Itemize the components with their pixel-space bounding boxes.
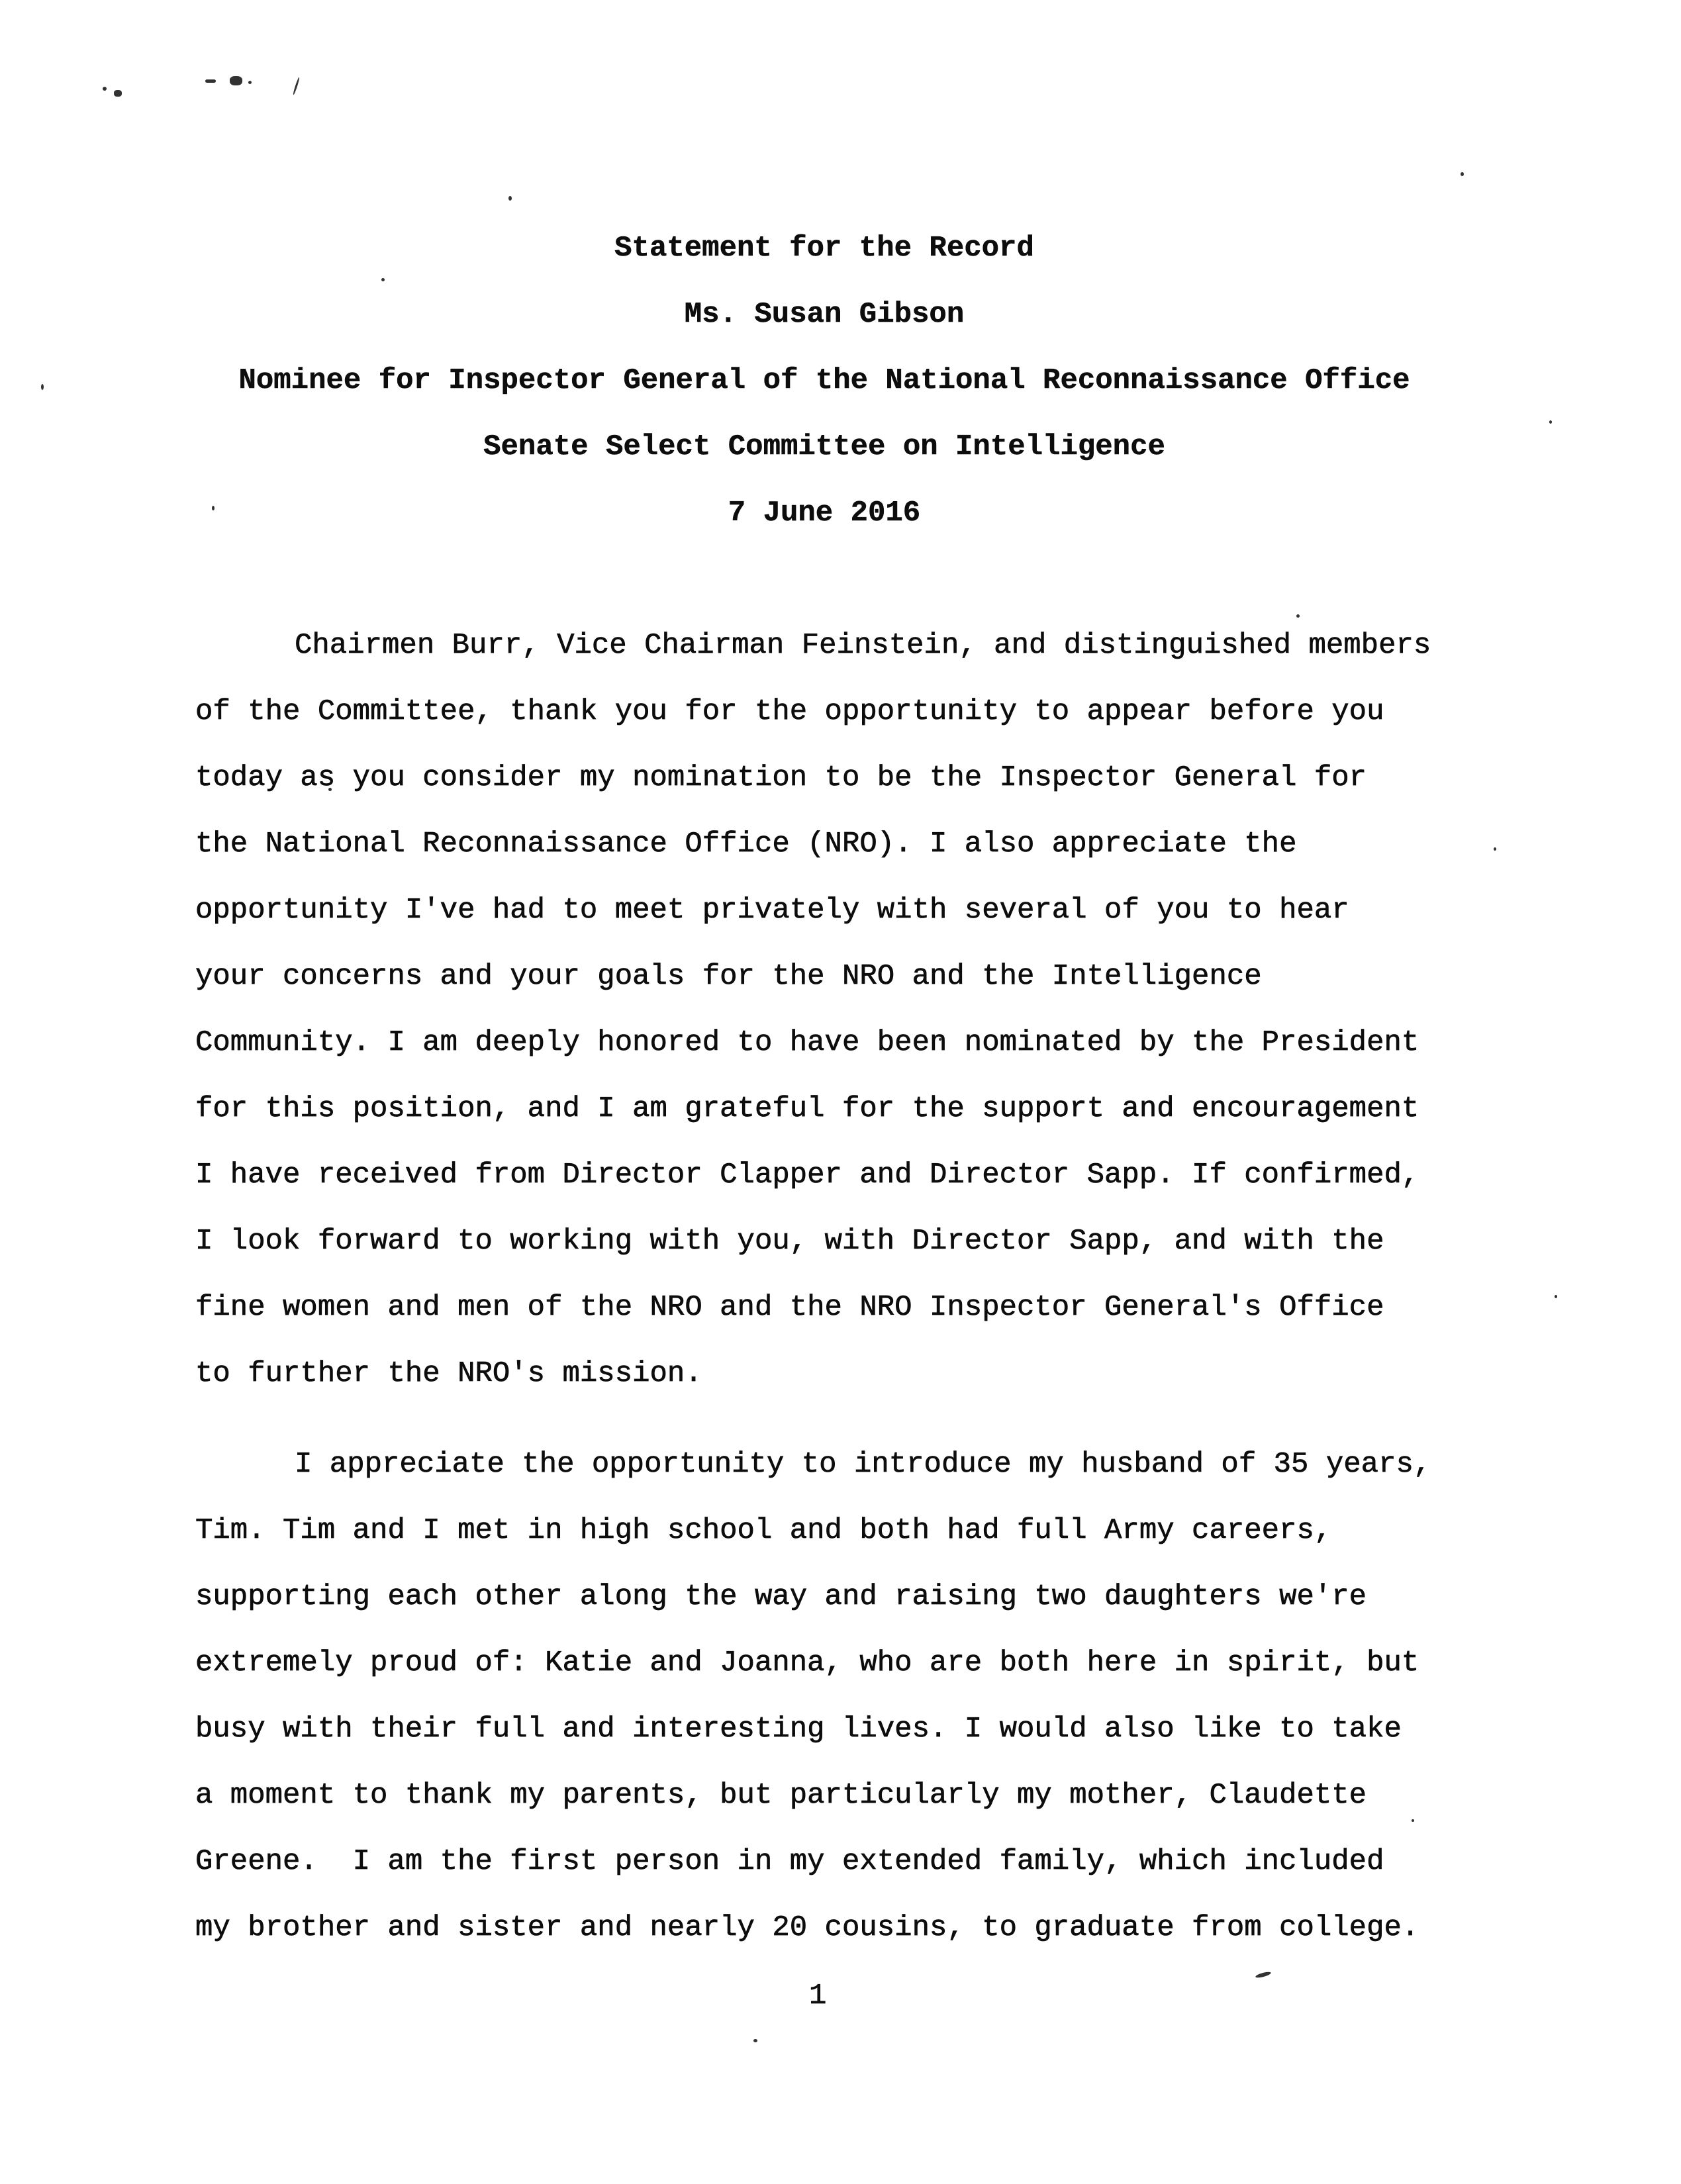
- nominee-role-line: Nominee for Inspector General of the National Reconnaissance Office: [238, 364, 1410, 397]
- paragraph-line: the National Reconnaissance Office (NRO). I also appreciate the: [195, 828, 1297, 861]
- date-line: 7 June 2016: [728, 497, 921, 530]
- paragraph-line: Tim. Tim and I met in high school and both had full Army careers,: [195, 1514, 1332, 1547]
- paragraph-line: for this position, and I am grateful for the support and encouragement: [195, 1092, 1419, 1125]
- scan-speck: [1461, 172, 1464, 176]
- document-title: Statement for the Record: [614, 232, 1034, 265]
- scan-speck: [205, 79, 216, 83]
- scan-speck: [114, 90, 122, 97]
- paragraph-line: to further the NRO's mission.: [195, 1357, 702, 1390]
- paragraph-line: fine women and men of the NRO and the NRO Inspector General's Office: [195, 1291, 1384, 1324]
- scan-stroke: [293, 77, 301, 95]
- scan-speck: [508, 196, 512, 201]
- paragraph-line: extremely proud of: Katie and Joanna, who are both here in spirit, but: [195, 1646, 1419, 1680]
- paragraph-line: of the Committee, thank you for the opportunity to appear before you: [195, 695, 1384, 728]
- scan-tilde-mark: [1255, 1971, 1272, 1979]
- paragraph-line: Community. I am deeply honored to have been nominated by the President: [195, 1026, 1419, 1059]
- scan-speck: [753, 2039, 757, 2042]
- paragraph-line: my brother and sister and nearly 20 cousins, to graduate from college.: [195, 1911, 1419, 1944]
- scan-speck: [41, 384, 44, 390]
- paragraph-line: I have received from Director Clapper and Director Sapp. If confirmed,: [195, 1159, 1419, 1192]
- paragraph-line: a moment to thank my parents, but particularly my mother, Claudette: [195, 1779, 1367, 1812]
- paragraph-line: I appreciate the opportunity to introduce my husband of 35 years,: [295, 1448, 1431, 1481]
- scan-speck: [248, 81, 252, 84]
- document-header: [195, 215, 1453, 546]
- paragraph-line: busy with their full and interesting lives. I would also like to take: [195, 1713, 1402, 1746]
- scan-speck: [103, 87, 107, 91]
- paragraph-1: [195, 612, 1519, 1407]
- page-number: 1: [809, 1979, 827, 2013]
- paragraph-line: Chairmen Burr, Vice Chairman Feinstein, and distinguished members: [295, 629, 1431, 662]
- paragraph-2: [195, 1431, 1519, 1961]
- scan-speck: [1555, 1295, 1557, 1298]
- paragraph-line: supporting each other along the way and raising two daughters we're: [195, 1580, 1367, 1613]
- author-name: Ms. Susan Gibson: [684, 298, 965, 331]
- paragraph-line: Greene. I am the first person in my extended family, which included: [195, 1845, 1384, 1878]
- paragraph-line: I look forward to working with you, with Director Sapp, and with the: [195, 1225, 1384, 1258]
- scan-speck: [1549, 420, 1552, 424]
- paragraph-line: your concerns and your goals for the NRO and the Intelligence: [195, 960, 1262, 993]
- scan-speck: [230, 76, 242, 85]
- paragraph-line: today as you consider my nomination to be the Inspector General for: [195, 761, 1367, 794]
- paragraph-line: opportunity I've had to meet privately with several of you to hear: [195, 894, 1349, 927]
- committee-line: Senate Select Committee on Intelligence: [483, 430, 1165, 463]
